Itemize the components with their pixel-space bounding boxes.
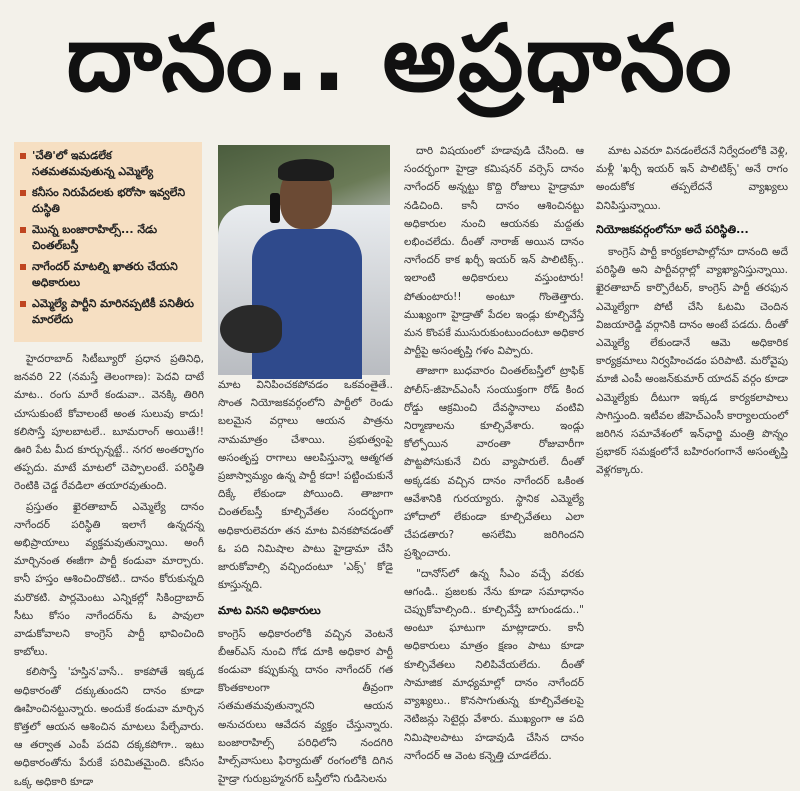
car-mirror xyxy=(220,305,282,353)
person-body xyxy=(252,229,362,379)
article-column-4 xyxy=(596,142,788,727)
bullet-icon xyxy=(20,153,26,159)
highlight-text: ఎమ్మెల్యే పార్టీని మారినప్పటికీ పనితీరు మారలేదు xyxy=(32,297,194,326)
subheading: మాట వినని అధికారులు xyxy=(218,604,321,618)
person-hair xyxy=(278,159,334,181)
bullet-icon xyxy=(20,301,26,307)
highlight-text: మొన్న బంజారాహిల్స్... నేడు చింతల్‌బస్తీ xyxy=(32,223,158,252)
highlight-item xyxy=(20,296,196,328)
phone-icon xyxy=(270,193,280,223)
news-photo xyxy=(218,145,390,370)
article-column-1 xyxy=(14,350,204,788)
paragraph: దారి విషయంలో హడావుడి చేసింది. ఆ సందర్భంగా హైడ్రా కమిషనర్ వర్సెస్ దానం నాగేందర్ అన్నట్టు కొద్ది రోజులు హైడ్రామా నడిచింది. కానీ దానం ఆశించినట్టు అధికారుల నుంచి ఆయనకు మద్దతు లభించలేదు. దీంతో నారాజ్ అయిన దానం నాగేందర్ కాక ఖర్చీ ఇయర్ ఇన్ పాలిటిక్స్.. ఇలాంటి అధికారులు వస్తుంటారు! పోతుంటారు!! అంటూ గొంతెత్తారు. ముఖ్యంగా హైడ్రాతో పేదల ఇండ్లు కూల్చివేస్తే మన కొంపకే ముసురుకుంటుందంటూ అధికార పార్టీపై అసంతృప్తి గళం విప్పారు. xyxy=(404,145,584,358)
paragraph: "దానోస్‌లో ఉన్న సీఎం వచ్చే వరకు ఆగండి.. ప్రజలకు నేను కూడా సమాధానం చెప్పుకోవాల్సింది.. కూల్చివేస్తే బాగుండదు.." అంటూ ఘాటుగా మాట్లాడారు. కానీ అధికారులు మాత్రం క్షణం పాటు కూడా కూల్చివేతలు నిలిపివేయలేదు. దీంతో సామాజిక మాధ్యమాల్లో దానం నాగేందర్ వ్యాఖ్యలు.. కొనసాగుతున్న కూల్చివేతలపై నెటిజన్లు సెటైర్లు వేశారు. ముఖ్యంగా ఆ పది నిమిషాలపాటు హడావుడి చేసిన దానం నాగేందర్ ఆ వెంట కన్నెత్తి చూడలేదు. xyxy=(404,567,584,762)
bullet-icon xyxy=(20,264,26,270)
highlight-item xyxy=(20,259,196,291)
paragraph: తాజాగా బుధవారం చింతల్‌బస్తీలో ట్రాఫిక్ పోలీస్-జీహెచ్ఎంసీ సంయుక్తంగా రోడ్ కింద రోడ్డు ఆక్రమించి దేవస్థానాలు వంటివి నిర్మాణాలను కూల్చివేశారు. ఇండ్లు కోల్పోయిన వారంతా రోజువారీగా పొట్టపోసుకునే చిరు వ్యాపారులే. దీంతో అక్కడకు వచ్చిన దానం నాగేందర్ ఒకింత ఆవేశానికి గురయ్యారు. స్థానిక ఎమ్మెల్యే హోదాలో లేకుండా కూల్చివేతలు ఎలా చేపడతారు? అసలేమి జరిగిందని ప్రశ్నించారు. xyxy=(404,365,584,560)
highlights-box xyxy=(14,142,202,342)
bullet-icon xyxy=(20,227,26,233)
bullet-icon xyxy=(20,190,26,196)
highlight-text: 'చేతి'లో ఇమడలేక సతమతమవుతున్న ఎమ్మెల్యే xyxy=(32,149,154,178)
subheading: నియోజకవర్గంలోనూ అదే పరిస్థితి... xyxy=(596,222,749,236)
highlight-item xyxy=(20,185,196,217)
headline-text: దానం.. అప్రధానం xyxy=(66,5,734,112)
paragraph: ప్రస్తుతం ఖైరతాబాద్ ఎమ్మెల్యే దానం నాగేందర్ పరిస్థితి ఇలాగే ఉన్నదన్న అభిప్రాయాలు వ్యక్తమవుతున్నాయి. అంగీ మార్చినంత ఈజీగా పార్టీ కండువా మార్చారు. కానీ హస్తం ఆశించిందొకటి.. దానం కోరుకున్నది మరొకటి. పార్లమెంటు ఎన్నికల్లో సికింద్రాబాద్ సీటు కోసం నాగేందర్‌ను ఓ పావులా వాడుకోవాలని కాంగ్రెస్ పార్టీ భావించింది కాబోలు. xyxy=(14,500,204,659)
paragraph: కాంగ్రెస్ అధికారంలోకి వచ్చిన వెంటనే బీఆర్ఎస్ నుంచి గోడ దూకి అధికార పార్టీ కండువా కప్పుకున్న దానం నాగేందర్ గత కొంతకాలంగా తీవ్రంగా సతమతమవుతున్నారని ఆయన అనుచరులు ఆవేదన వ్యక్తం చేస్తున్నారు. బంజారాహిల్స్ పరిధిలోని నందగిరి హిల్స్‌వాసులు ఫిర్యాదుతో రంగంలోకి దిగిన హైడ్రా గురుబ్రహ్మనగర్ బస్తీలోని గుడిసెలను xyxy=(218,627,393,786)
highlight-item xyxy=(20,222,196,254)
highlight-text: కనీసం నిరుపేదలకు భరోసా ఇవ్వలేని దుస్థితి xyxy=(32,186,186,215)
paragraph: హైదరాబాద్ సిటీబ్యూరో ప్రధాన ప్రతినిధి, జనవరి 22 (నమస్తే తెలంగాణ): పెదవి దాటే మాట.. రంగు మారే కండువా.. వెనక్కి తిరిగి చూసుకుంటే కోవాలంటే అంత సులువు కాదు! కలిసొస్తే పూలబాటలే.. బూమరాంగ్ అయితే!! ఊరి పేట మీద కూర్చున్నట్టే.. నగర అంతర్భాగం తప్పదు. మాటే మాటలో చెప్పాలంటే. పరిస్థితి రెంటికి చెడ్డ రేవడిలా తయారవుతుంది. xyxy=(14,353,204,493)
article-column-3 xyxy=(404,142,584,762)
paragraph: మాట ఎవరూ వినడంలేదనే నిర్వేదంలోకి వెళ్లి, మళ్లీ 'ఖర్చీ ఇయర్ ఇన్ పాలిటిక్స్' అనే రాగం అందుకోక తప్పలేదనే వ్యాఖ్యలు వినిపిస్తున్నాయి. xyxy=(596,145,788,212)
paragraph: మాట వినిపించకపోవడం ఒకవంతైతే.. సొంత నియోజకవర్గంలోని పార్టీలో రెండు బలమైన వర్గాలు ఆయన పాత్రను నామమాత్రం చేశాయి. ప్రభుత్వంపై అసంతృప్త రాగాలు ఆలపిస్తున్నా ఆత్మగత ప్రజాస్వామ్యం ఉన్న పార్టీ కదా! పట్టించుకునే దిక్కే లేకుండా పోయింది. తాజాగా చింతల్‌బస్తీ కూల్చివేతల సందర్భంగా అధికారులెవరూ తన మాట వినకపోవడంతో ఓ పది నిమిషాల పాటు హైడ్రామా చేసి జారుకోవాల్సి వచ్చిందంటూ 'ఎక్స్' కోడై కూస్తున్నది. xyxy=(218,379,393,592)
highlight-text: నాగేందర్ మాటల్ని ఖాతరు చేయని అధికారులు xyxy=(32,260,178,289)
paragraph: కాంగ్రెస్ పార్టీ కార్యకలాపాల్లోనూ దానంది అదే పరిస్థితి అని పార్టీవర్గాల్లో వ్యాఖ్యానిస్తున్నాయి. ఖైరతాబాద్ కార్పొరేటర్, కాంగ్రెస్ పార్టీ తరఫున ఎమ్మెల్యేగా పోటీ చేసి ఓటమి చెందిన విజయారెడ్డి వర్గానికి దానం అంటే పడదు. దీంతో ఎమ్మెల్యే లేకుండానే ఆమె అధికారిక కార్యక్రమాలు నిర్వహించడం పరిపాటి. మరోవైపు మాజీ ఎంపీ అంజన్‌కుమార్ యాదవ్ వర్గం కూడా ఎమ్మెల్యేకు దీటుగా ఇక్కడ కార్యకలాపాలు సాగిస్తుంది. ఇటీవల జీహెచ్ఎంసీ కార్యాలయంలో జరిగిన సమావేశంలో ఇన్‌ఛార్జి మంత్రి పొన్నం ప్రభాకర్ సమక్షంలోనే బహిరంగంగానే అసంతృప్తి వెళ్లగక్కారు. xyxy=(596,246,788,477)
paragraph: కలిసొస్తే 'హస్తిన'వాసే.. కాకపోతే ఇక్కడ అధికారంతో దక్కుతుందని దానం కూడా ఊహించినట్టున్నారు. అందుకే కండువా మార్చిన కొత్తలో ఆయన ఆశించిన మాటలు పేల్చేవారు. ఆ తర్వాత ఎంపీ పదవి దక్కకపోగా.. ఇటు అధికారంతోను పేరుకే పరిమితమైంది. కనీసం ఒక్క అధికారి కూడా xyxy=(14,666,204,788)
headline xyxy=(0,0,800,140)
article-column-2 xyxy=(218,376,393,786)
highlight-item xyxy=(20,148,196,180)
